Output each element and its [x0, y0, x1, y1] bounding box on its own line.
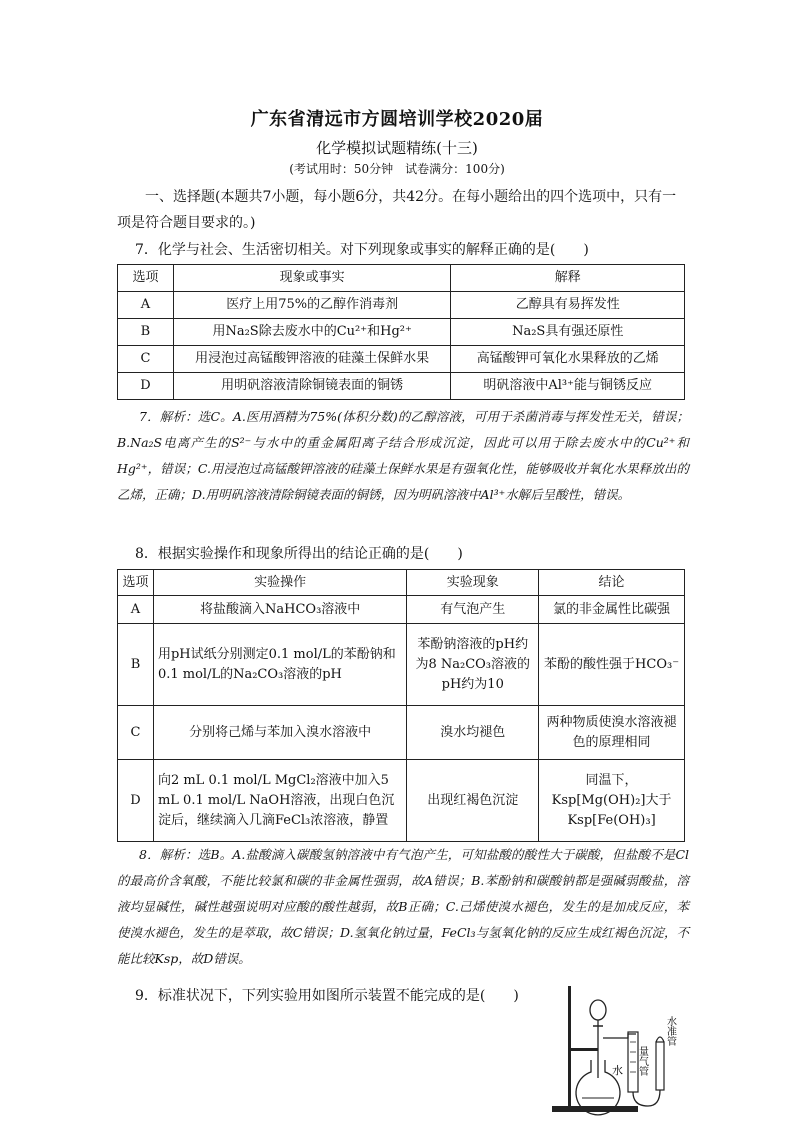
- table-header: 结论: [539, 570, 685, 596]
- table-row: [118, 292, 685, 319]
- operation-cell: 向2 mL 0.1 mol/L MgCl₂溶液中加入5 mL 0.1 mol/L NaOH溶液，出现白色沉淀后，继续滴入几滴FeCl₃浓溶液，静置: [153, 760, 406, 842]
- table-row: [118, 760, 685, 842]
- phenomenon-cell: 出现红褐色沉淀: [407, 760, 539, 842]
- option-letter: A: [118, 596, 154, 624]
- stand-base: [552, 1106, 638, 1112]
- phenomenon-cell: 用Na₂S除去废水中的Cu²⁺和Hg²⁺: [173, 319, 450, 346]
- gas-measurement-apparatus: [548, 982, 698, 1117]
- page-subtitle: 化学模拟试题精练(十三): [316, 139, 478, 157]
- level-tube-top: [656, 1037, 664, 1042]
- question-7-stem: 7．化学与社会、生活密切相关。对下列现象或事实的解释正确的是( ): [135, 242, 589, 258]
- page-title: 广东省清远市方圆培训学校2020届: [250, 109, 544, 130]
- option-letter: B: [118, 319, 174, 346]
- table-header-row: [118, 570, 685, 596]
- table-header: 实验现象: [407, 570, 539, 596]
- clamp-arm: [568, 1048, 598, 1051]
- phenomenon-cell: 苯酚钠溶液的pH约为8 Na₂CO₃溶液的pH约为10: [407, 624, 539, 706]
- question-9-stem: 9．标准状况下，下列实验用如图所示装置不能完成的是( ): [135, 988, 519, 1004]
- stand-rod: [568, 986, 571, 1108]
- table-row: [118, 706, 685, 760]
- operation-cell: 用pH试纸分别测定0.1 mol/L的苯酚钠和0.1 mol/L的Na₂CO₃溶液的pH: [153, 624, 406, 706]
- table-header: 选项: [118, 265, 174, 292]
- phenomenon-cell: 用浸泡过高锰酸钾溶液的硅藻土保鲜水果: [173, 346, 450, 373]
- dropping-funnel: [590, 1000, 606, 1020]
- option-letter: B: [118, 624, 154, 706]
- apparatus-diagram: [548, 982, 698, 1117]
- question-8-stem: 8．根据实验操作和现象所得出的结论正确的是( ): [135, 546, 463, 562]
- exam-info: (考试用时：50分钟 试卷满分：100分): [289, 162, 505, 176]
- question-7-table: [117, 264, 685, 400]
- table-header: 解释: [451, 265, 685, 292]
- table-header: 选项: [118, 570, 154, 596]
- explanation-cell: 高锰酸钾可氧化水果释放的乙烯: [451, 346, 685, 373]
- phenomenon-cell: 溴水均褪色: [407, 706, 539, 760]
- table-header: 实验操作: [153, 570, 406, 596]
- gas-burette-label: 量气管: [636, 1046, 648, 1076]
- explanation-cell: Na₂S具有强还原性: [451, 319, 685, 346]
- question-7-solution: 7．解析：选C。A.医用酒精为75%(体积分数)的乙醇溶液，可用于杀菌消毒与挥发性无关，错误；B.Na₂S电离产生的S²⁻与水中的重金属阳离子结合形成沉淀，因此可以用于除去废水中的Cu²⁺和Hg²⁺，错误；C.用浸泡过高锰酸钾溶液的硅藻土保鲜水果是有强氧化性，能够吸收并氧化水果释放出的乙烯，正确；D.用明矾溶液清除铜镜表面的铜锈，因为明矾溶液中Al³⁺水解后呈酸性，错误。: [117, 409, 689, 502]
- conclusion-cell: 氯的非金属性比碳强: [539, 596, 685, 624]
- option-letter: D: [118, 760, 154, 842]
- table-header-row: [118, 265, 685, 292]
- table-row: [118, 319, 685, 346]
- water-label: 水: [612, 1064, 623, 1077]
- question-8-table: [117, 569, 685, 842]
- delivery-tube: [603, 1034, 636, 1038]
- option-letter: A: [118, 292, 174, 319]
- question-8-solution: 8．解析：选B。A.盐酸滴入碳酸氢钠溶液中有气泡产生，可知盐酸的酸性大于碳酸，但盐酸不是Cl的最高价含氧酸，不能比较氯和碳的非金属性强弱，故A错误；B.苯酚钠和碳酸钠都是强碱弱酸盐，溶液均显碱性，碱性越强说明对应酸的酸性越弱，故B正确；C.己烯使溴水褪色，发生的是加成反应，苯使溴水褪色，发生的是萃取，故C错误；D.氢氧化钠过量，FeCl₃与氢氧化钠的反应生成红褐色沉淀，不能比较Ksp，故D错误。: [117, 847, 689, 966]
- conclusion-cell: 同温下，Ksp[Mg(OH)₂]大于Ksp[Fe(OH)₃]: [539, 760, 685, 842]
- level-tube: [656, 1042, 664, 1090]
- option-letter: D: [118, 373, 174, 400]
- option-letter: C: [118, 706, 154, 760]
- table-row: [118, 373, 685, 400]
- table-row: [118, 596, 685, 624]
- phenomenon-cell: 医疗上用75%的乙醇作消毒剂: [173, 292, 450, 319]
- explanation-cell: 明矾溶液中Al³⁺能与铜锈反应: [451, 373, 685, 400]
- operation-cell: 分别将己烯与苯加入溴水溶液中: [153, 706, 406, 760]
- explanation-cell: 乙醇具有易挥发性: [451, 292, 685, 319]
- phenomenon-cell: 有气泡产生: [407, 596, 539, 624]
- option-letter: C: [118, 346, 174, 373]
- phenomenon-cell: 用明矾溶液清除铜镜表面的铜锈: [173, 373, 450, 400]
- table-row: [118, 624, 685, 706]
- table-header: 现象或事实: [173, 265, 450, 292]
- conclusion-cell: 两种物质使溴水溶液褪色的原理相同: [539, 706, 685, 760]
- section-heading: 一、选择题(本题共7小题，每小题6分，共42分。在每小题给出的四个选项中，只有一项是符合题目要求的。): [117, 189, 677, 231]
- operation-cell: 将盐酸滴入NaHCO₃溶液中: [153, 596, 406, 624]
- table-row: [118, 346, 685, 373]
- conclusion-cell: 苯酚的酸性强于HCO₃⁻: [539, 624, 685, 706]
- level-tube-label: 水准管: [664, 1016, 676, 1046]
